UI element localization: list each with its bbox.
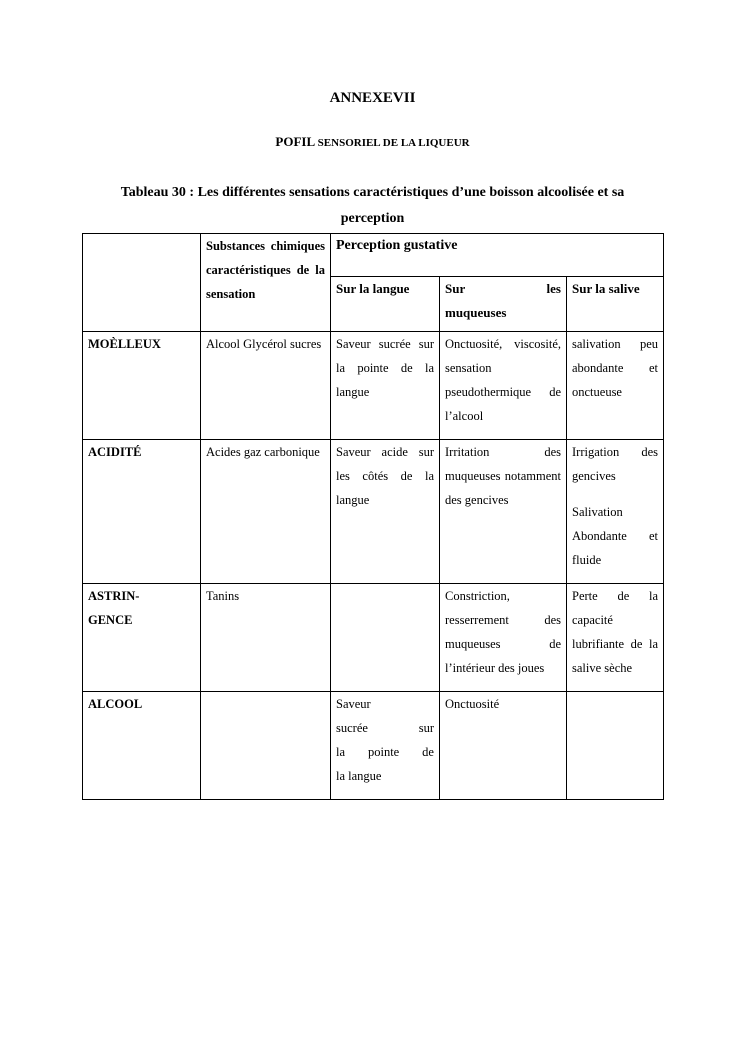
header-muqueuses xyxy=(440,277,567,332)
row-salive xyxy=(567,692,664,800)
row-langue xyxy=(331,692,440,800)
row-substances: Acides gaz carbonique xyxy=(201,440,331,584)
row-langue-line-3: la pointe de xyxy=(336,745,434,759)
subtitle-rest: SENSORIEL DE LA LIQUEUR xyxy=(317,137,470,149)
table-row xyxy=(83,692,664,800)
row-langue-line-4: la langue xyxy=(336,769,382,783)
row-muqueuses: Irritation des muqueuses notamment des gencives xyxy=(440,440,567,584)
row-muqueuses: Constriction, resserrement des muqueuses de l’intérieur des joues xyxy=(440,584,567,692)
subtitle-lead: POFIL xyxy=(275,134,318,149)
header-langue: Sur la langue xyxy=(331,277,440,332)
row-langue: Saveur acide sur les côtés de la langue xyxy=(331,440,440,584)
row-label: MOÈLLEUX xyxy=(83,332,201,440)
row-langue: Saveur sucrée sur la pointe de la langue xyxy=(331,332,440,440)
row-label: ACIDITÉ xyxy=(83,440,201,584)
table-row xyxy=(83,584,664,692)
table-row xyxy=(83,332,664,440)
table-caption: Tableau 30 : Les différentes sensations caractéristiques d’une boisson alcoolisée et sa perception xyxy=(120,185,625,226)
row-label xyxy=(83,584,201,692)
row-muqueuses: Onctuosité, viscosité, sensation pseudothermique de l’alcool xyxy=(440,332,567,440)
annex-title: ANNEXEVII xyxy=(329,90,416,106)
table-row xyxy=(83,440,664,584)
row-salive-gap xyxy=(572,488,658,500)
row-salive-part-1: Irrigation des gencives xyxy=(572,445,659,483)
row-salive: salivation peu abondante et onctueuse xyxy=(567,332,664,440)
row-label: ALCOOL xyxy=(83,692,201,800)
row-langue xyxy=(331,584,440,692)
header-substances: Substances chimiques caractéristiques de la sensation xyxy=(201,234,331,332)
header-row-1 xyxy=(83,234,664,277)
header-muqueuses-word-2: les xyxy=(546,281,561,296)
row-substances xyxy=(201,692,331,800)
row-langue-line-2: sucrée sur xyxy=(336,721,434,735)
header-empty-cell xyxy=(83,234,201,332)
row-salive-part-2: Salivation Abondante et fluide xyxy=(572,505,659,567)
row-salive: Perte de la capacité lubrifiante de la salive sèche xyxy=(567,584,664,692)
header-perception: Perception gustative xyxy=(331,234,664,277)
row-substances: Tanins xyxy=(201,584,331,692)
sensation-table xyxy=(82,233,664,800)
section-subtitle xyxy=(0,134,745,150)
row-label-line-1: ASTRIN- xyxy=(88,589,140,603)
row-label-line-2: GENCE xyxy=(88,613,133,627)
header-muqueuses-word-1: Sur xyxy=(445,281,466,296)
row-muqueuses: Onctuosité xyxy=(440,692,567,800)
row-langue-line-1: Saveur xyxy=(336,697,371,711)
row-substances: Alcool Glycérol sucres xyxy=(201,332,331,440)
row-salive xyxy=(567,440,664,584)
header-salive: Sur la salive xyxy=(567,277,664,332)
header-muqueuses-word-3: muqueuses xyxy=(445,305,507,320)
